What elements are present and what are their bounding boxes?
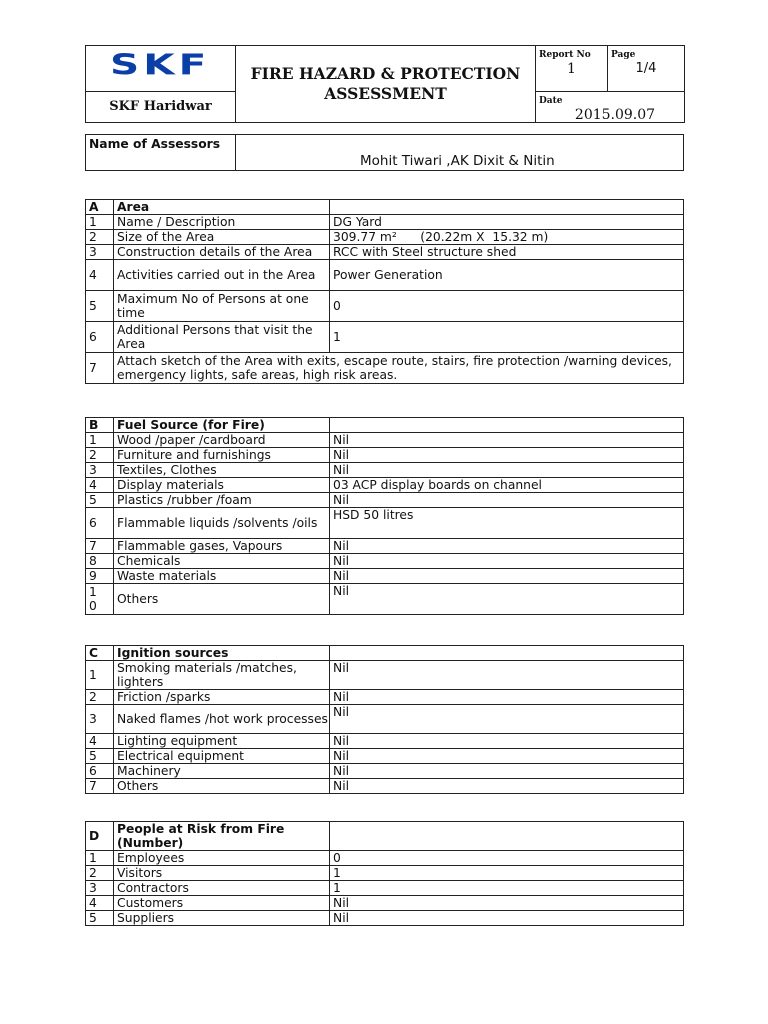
- row-number: 2: [86, 230, 114, 245]
- row-number: 8: [86, 554, 114, 569]
- row-value: DG Yard: [330, 215, 684, 230]
- row-value: 309.77 m² (20.22m X 15.32 m): [330, 230, 684, 245]
- row-value: Nil: [330, 911, 684, 926]
- report-header: [85, 45, 685, 123]
- row-value: HSD 50 litres: [330, 508, 684, 539]
- row-number: 3: [86, 463, 114, 478]
- row-number: 4: [86, 260, 114, 291]
- page-label: Page: [611, 50, 636, 60]
- row-label: Size of the Area: [114, 230, 330, 245]
- row-number: 1: [86, 215, 114, 230]
- row-value: Nil: [330, 764, 684, 779]
- row-value: Nil: [330, 493, 684, 508]
- row-value: Nil: [330, 554, 684, 569]
- skf-logo: [86, 46, 236, 92]
- row-number: 6: [86, 764, 114, 779]
- row-number: 2: [86, 448, 114, 463]
- row-label: Construction details of the Area: [114, 245, 330, 260]
- page-value: 1/4: [635, 61, 657, 76]
- row-value: Nil: [330, 569, 684, 584]
- row-label: Activities carried out in the Area: [114, 260, 330, 291]
- row-number: 7: [86, 779, 114, 794]
- row-value: RCC with Steel structure shed: [330, 245, 684, 260]
- location: SKF Haridwar: [86, 92, 236, 123]
- row-label: Others: [114, 779, 330, 794]
- section-header-blank: [330, 646, 684, 661]
- row-number: 6: [86, 508, 114, 539]
- report-no-label: Report No: [539, 50, 591, 60]
- row-number: 2: [86, 866, 114, 881]
- row-value: 1: [330, 881, 684, 896]
- section-header-blank: [330, 200, 684, 215]
- page-cell: [608, 46, 685, 92]
- row-value: 03 ACP display boards on channel: [330, 478, 684, 493]
- row-value: 1: [330, 322, 684, 353]
- date-cell: [536, 92, 685, 123]
- section-title: Ignition sources: [114, 646, 330, 661]
- section-title: Area: [114, 200, 330, 215]
- row-label: Machinery: [114, 764, 330, 779]
- row-number: 10: [86, 584, 114, 615]
- row-label: Naked flames /hot work processes: [114, 705, 330, 734]
- section-d-table: [85, 821, 684, 926]
- row-label: Plastics /rubber /foam: [114, 493, 330, 508]
- date-label: Date: [539, 96, 563, 106]
- row-number: 6: [86, 322, 114, 353]
- row-number: 1: [86, 433, 114, 448]
- assessors-value: Mohit Tiwari ,AK Dixit & Nitin: [236, 135, 684, 171]
- row-number: 7: [86, 353, 114, 384]
- row-label: Lighting equipment: [114, 734, 330, 749]
- row-label: Name / Description: [114, 215, 330, 230]
- row-value: Nil: [330, 734, 684, 749]
- row-number: 3: [86, 705, 114, 734]
- row-number: 4: [86, 896, 114, 911]
- row-value: Nil: [330, 779, 684, 794]
- row-number: 2: [86, 690, 114, 705]
- assessors-table: [85, 134, 684, 171]
- report-no-value: 1: [567, 61, 576, 77]
- row-number: 5: [86, 291, 114, 322]
- row-label: Flammable gases, Vapours: [114, 539, 330, 554]
- row-label: Display materials: [114, 478, 330, 493]
- row-label: Employees: [114, 851, 330, 866]
- document-title: [236, 46, 536, 123]
- row-label: Additional Persons that visit the Area: [114, 322, 330, 353]
- skf-logo-text: SKF: [110, 48, 211, 83]
- row-value: Nil: [330, 705, 684, 734]
- row-value: Nil: [330, 448, 684, 463]
- title-line-1: FIRE HAZARD & PROTECTION: [250, 64, 521, 83]
- row-number: 3: [86, 881, 114, 896]
- row-label: Contractors: [114, 881, 330, 896]
- row-number: 1: [86, 851, 114, 866]
- row-value: 0: [330, 851, 684, 866]
- report-no-cell: [536, 46, 608, 92]
- row-label: Customers: [114, 896, 330, 911]
- row-value: Nil: [330, 749, 684, 764]
- row-value: Nil: [330, 539, 684, 554]
- section-a-table: [85, 199, 684, 384]
- row-value: 0: [330, 291, 684, 322]
- row-value: Nil: [330, 463, 684, 478]
- row-number: 3: [86, 245, 114, 260]
- row-label: Others: [114, 584, 330, 615]
- section-title: Fuel Source (for Fire): [114, 418, 330, 433]
- row-value: 1: [330, 866, 684, 881]
- row-label: Smoking materials /matches, lighters: [114, 661, 330, 690]
- section-letter: B: [86, 418, 114, 433]
- row-number: 1: [86, 661, 114, 690]
- row-value: Nil: [330, 896, 684, 911]
- row-label: Suppliers: [114, 911, 330, 926]
- assessors-label: Name of Assessors: [86, 135, 236, 171]
- row-label: Flammable liquids /solvents /oils: [114, 508, 330, 539]
- row-number: 9: [86, 569, 114, 584]
- row-label: Chemicals: [114, 554, 330, 569]
- row-number: 5: [86, 911, 114, 926]
- row-label: Textiles, Clothes: [114, 463, 330, 478]
- row-value: Power Generation: [330, 260, 684, 291]
- row-number: 7: [86, 539, 114, 554]
- row-label: Waste materials: [114, 569, 330, 584]
- section-header-blank: [330, 418, 684, 433]
- section-title: People at Risk from Fire (Number): [114, 822, 330, 851]
- section-letter: C: [86, 646, 114, 661]
- row-label: Electrical equipment: [114, 749, 330, 764]
- row-number: 5: [86, 749, 114, 764]
- title-line-2: ASSESSMENT: [324, 84, 447, 103]
- row-number: 5: [86, 493, 114, 508]
- row-label: Furniture and furnishings: [114, 448, 330, 463]
- row-label: Visitors: [114, 866, 330, 881]
- section-header-blank: [330, 822, 684, 851]
- row-sketch-instruction: Attach sketch of the Area with exits, escape route, stairs, fire protection /warning devices, emergency lights, safe areas, high risk areas.: [114, 353, 684, 384]
- date-value: 2015.09.07: [574, 107, 656, 123]
- row-number: 4: [86, 734, 114, 749]
- row-number: 4: [86, 478, 114, 493]
- row-value: Nil: [330, 433, 684, 448]
- section-b-table: [85, 417, 684, 615]
- row-value: Nil: [330, 661, 684, 690]
- row-value: Nil: [330, 690, 684, 705]
- row-label: Wood /paper /cardboard: [114, 433, 330, 448]
- section-letter: D: [86, 822, 114, 851]
- row-label: Maximum No of Persons at one time: [114, 291, 330, 322]
- row-label: Friction /sparks: [114, 690, 330, 705]
- section-letter: A: [86, 200, 114, 215]
- row-value: Nil: [330, 584, 684, 615]
- section-c-table: [85, 645, 684, 794]
